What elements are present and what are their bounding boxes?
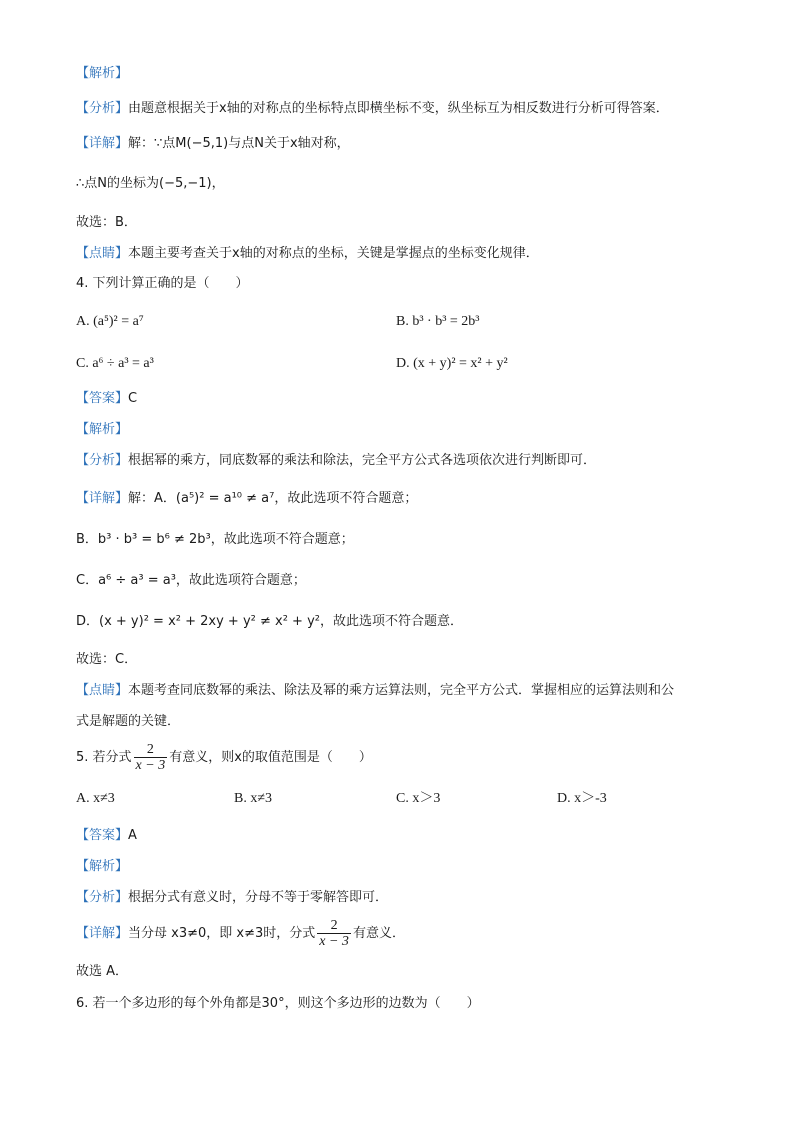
q4-xiangjie-line: 【详解】解：A．(a⁵)² = a¹⁰ ≠ a⁷，故此选项不符合题意； bbox=[76, 491, 418, 506]
q5-choice-line: 故选 A． bbox=[76, 964, 129, 979]
q4-line-c: C．a⁶ ÷ a³ = a³，故此选项符合题意； bbox=[76, 573, 306, 588]
q4-jiexi-header: 【解析】 bbox=[76, 422, 129, 437]
q5-stem: 5. 若分式 $\frac{2}{x - 3}$ 有意义，则x的取值范围是（ ） bbox=[76, 742, 372, 773]
q4-dianjing-line-2: 式是解题的关键． bbox=[76, 714, 181, 729]
q4-dianjing-line: 【点睛】本题考查同底数幂的乘法、除法及幂的乘方运算法则，完全平方公式．掌握相应的运算法则和公 bbox=[76, 683, 675, 698]
q4-line-b: B．b³ · b³ = b⁶ ≠ 2b³，故此选项不符合题意； bbox=[76, 532, 354, 547]
q4-line-d: D．(x + y)² = x² + 2xy + y² ≠ x² + y²，故此选项不符合题意． bbox=[76, 614, 463, 629]
q4-stem: 4. 下列计算正确的是（ ） bbox=[76, 276, 249, 291]
q5-option-d: D. x＞-3 bbox=[557, 791, 607, 806]
q4-answer-line: 【答案】C bbox=[76, 391, 138, 406]
s3-choice-line: 故选：B． bbox=[76, 215, 137, 230]
q5-fraction: $\frac{2}{x - 3}$ bbox=[135, 742, 166, 773]
q5-answer-line: 【答案】A bbox=[76, 828, 137, 843]
s3-jiexi-header: 【解析】 bbox=[76, 66, 129, 81]
q5-jiexi-header: 【解析】 bbox=[76, 859, 129, 874]
s3-xiangjie-line: 【详解】解：∵点M(−5,1)与点N关于x轴对称， bbox=[76, 136, 350, 151]
q4-option-d: D. (x + y)² = x² + y² bbox=[396, 356, 508, 371]
q5-xiangjie-fraction: $\frac{2}{x - 3}$ bbox=[319, 918, 349, 949]
q5-option-b: B. x≠3 bbox=[234, 791, 273, 806]
q5-option-a: A. x≠3 bbox=[76, 791, 115, 806]
q5-option-c: C. x＞3 bbox=[396, 791, 441, 806]
q6-stem: 6. 若一个多边形的每个外角都是30°，则这个多边形的边数为（ ） bbox=[76, 996, 480, 1011]
q4-option-b: B. b³ · b³ = 2b³ bbox=[396, 314, 480, 329]
s3-dianjing-line: 【点睛】本题主要考查关于x轴的对称点的坐标，关键是掌握点的坐标变化规律． bbox=[76, 246, 539, 261]
q4-choice-line: 故选：C． bbox=[76, 652, 138, 667]
q5-xiangjie-line: 【详解】当分母 x3≠0，即 x≠3时，分式 $\frac{2}{x - 3}$ 有意义． bbox=[76, 918, 405, 949]
q4-fenxi-line: 【分析】根据幂的乘方，同底数幂的乘法和除法，完全平方公式各选项依次进行判断即可． bbox=[76, 453, 597, 468]
q4-option-c: C. a⁶ ÷ a³ = a³ bbox=[76, 356, 154, 371]
s3-therefore-line: ∴点N的坐标为(−5,−1)， bbox=[76, 176, 225, 191]
q4-option-a: A. (a⁵)² = a⁷ bbox=[76, 314, 144, 329]
q5-fenxi-line: 【分析】根据分式有意义时，分母不等于零解答即可． bbox=[76, 890, 389, 905]
s3-fenxi-line: 【分析】由题意根据关于x轴的对称点的坐标特点即横坐标不变，纵坐标互为相反数进行分析可得答案． bbox=[76, 101, 669, 116]
